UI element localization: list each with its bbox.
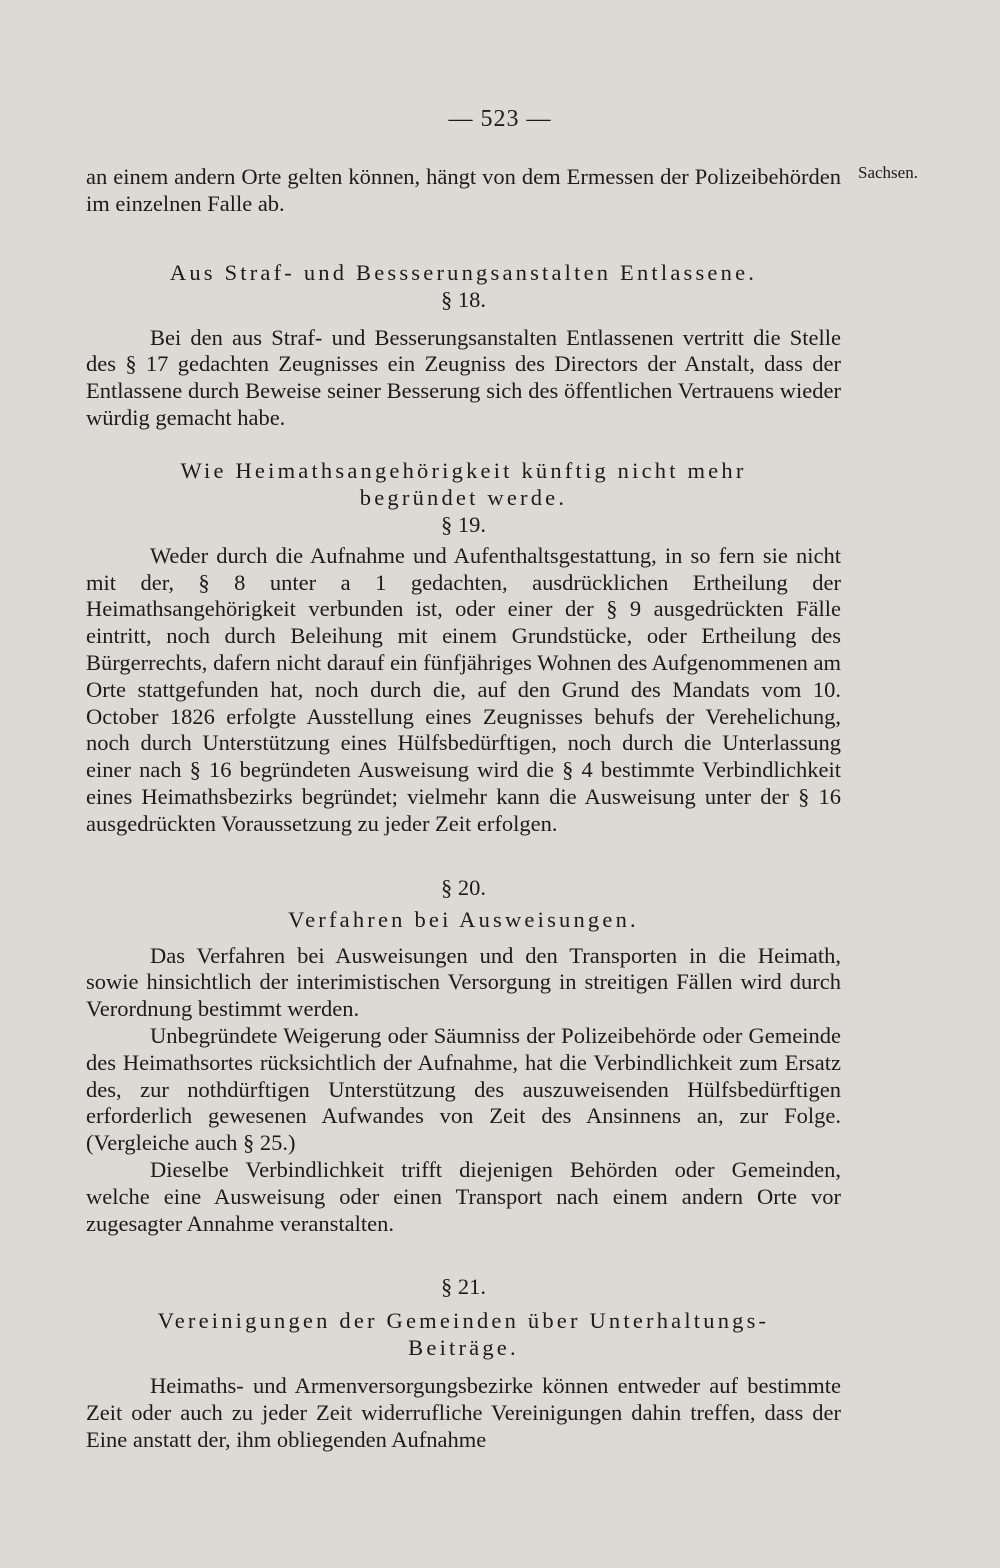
section-18-paragraph: Bei den aus Straf- und Besserungsanstalten Entlassenen vertritt die Stelle des § 17 gedachten Zeugnisses ein Zeugniss des Directors der Anstalt, dass der Entlassene durch Beweise seiner Besserung sich des öffentlichen Vertrauens wieder würdig gemacht habe. [86, 324, 841, 430]
section-20-paragraph-3: Dieselbe Verbindlichkeit trifft diejenigen Behörden oder Gemeinden, welche eine Ausweisung oder einen Transport nach einem andern Orte vor zugesagter Annahme veranstalten. [86, 1156, 841, 1236]
section-18-heading: Aus Straf- und Bessserungsanstalten Entlassene. [169, 259, 758, 285]
section-20-number: § 20. [441, 874, 486, 900]
body-text [86, 164, 841, 1454]
section-21-paragraph: Heimaths- und Armenversorgungsbezirke können entweder auf bestimmte Zeit oder auch zu jeder Zeit widerrufliche Vereinigungen dahin treffen, dass der Eine anstatt der, ihm obliegenden Aufnahme [86, 1373, 841, 1452]
page-number: — 523 — [448, 106, 552, 132]
section-20-heading: Verfahren bei Ausweisungen. [288, 906, 639, 932]
section-19-paragraph: Weder durch die Aufnahme und Aufenthaltsgestattung, in so fern sie nicht mit der, § 8 unter a 1 gedachten, ausdrücklichen Ertheilung der Heimathsangehörigkeit verbunden ist, oder einer der § 9 ausgedrückten Fälle eintritt, noch durch Beleihung mit einem Grundstücke, oder Ertheilung des Bürgerrechts, dafern nicht darauf ein fünfjähriges Wohnen des Aufgenommenen am Orte stattgefunden hat, noch durch die, auf den Grund des Mandats vom 10. October 1826 erfolgte Ausstellung eines Zeugnisses behufs der Verehelichung, noch durch Unterstützung eines Hülfsbedürftigen, noch durch die Unterlassung einer nach § 16 begründeten Ausweisung wird die § 4 bestimmte Verbindlichkeit eines Heimathsbezirks begründet; vielmehr kann die Ausweisung unter der § 16 ausgedrückten Voraussetzung zu jeder Zeit erfolgen. [86, 542, 841, 836]
section-19-number: § 19. [441, 511, 486, 537]
margin-note: Sachsen. [858, 163, 918, 182]
section-19-heading-line2: begründet werde. [359, 484, 568, 510]
section-20-paragraph-2: Unbegründete Weigerung oder Säumniss der Polizeibehörde oder Gemeinde des Heimathsortes rücksichtlich der Aufnahme, hat die Verbindlichkeit zum Ersatz des, zur nothdürftigen Unterstützung des auszuweisenden Hülfsbedürftigen erforderlich gewesenen Aufwandes von Zeit des Ansinnens an, zur Folge. (Vergleiche auch § 25.) [86, 1022, 841, 1156]
section-18-number: § 18. [441, 286, 486, 312]
section-21-heading-line2: Beiträge. [408, 1335, 519, 1361]
section-21-number: § 21. [441, 1274, 486, 1300]
section-20-paragraph-1: Das Verfahren bei Ausweisungen und den Transporten in die Heimath, sowie hinsichtlich der interimistischen Versorgung in streitigen Fällen wird durch Verordnung bestimmt werden. [86, 942, 841, 1022]
intro-paragraph: an einem andern Orte gelten können, hängt von dem Ermessen der Polizeibehörden im einzelnen Falle ab. [86, 164, 841, 216]
section-19-heading-line1: Wie Heimathsangehörigkeit künftig nicht mehr [180, 457, 747, 483]
section-21-heading-line1: Vereinigungen der Gemeinden über Unterhaltungs- [157, 1308, 770, 1334]
